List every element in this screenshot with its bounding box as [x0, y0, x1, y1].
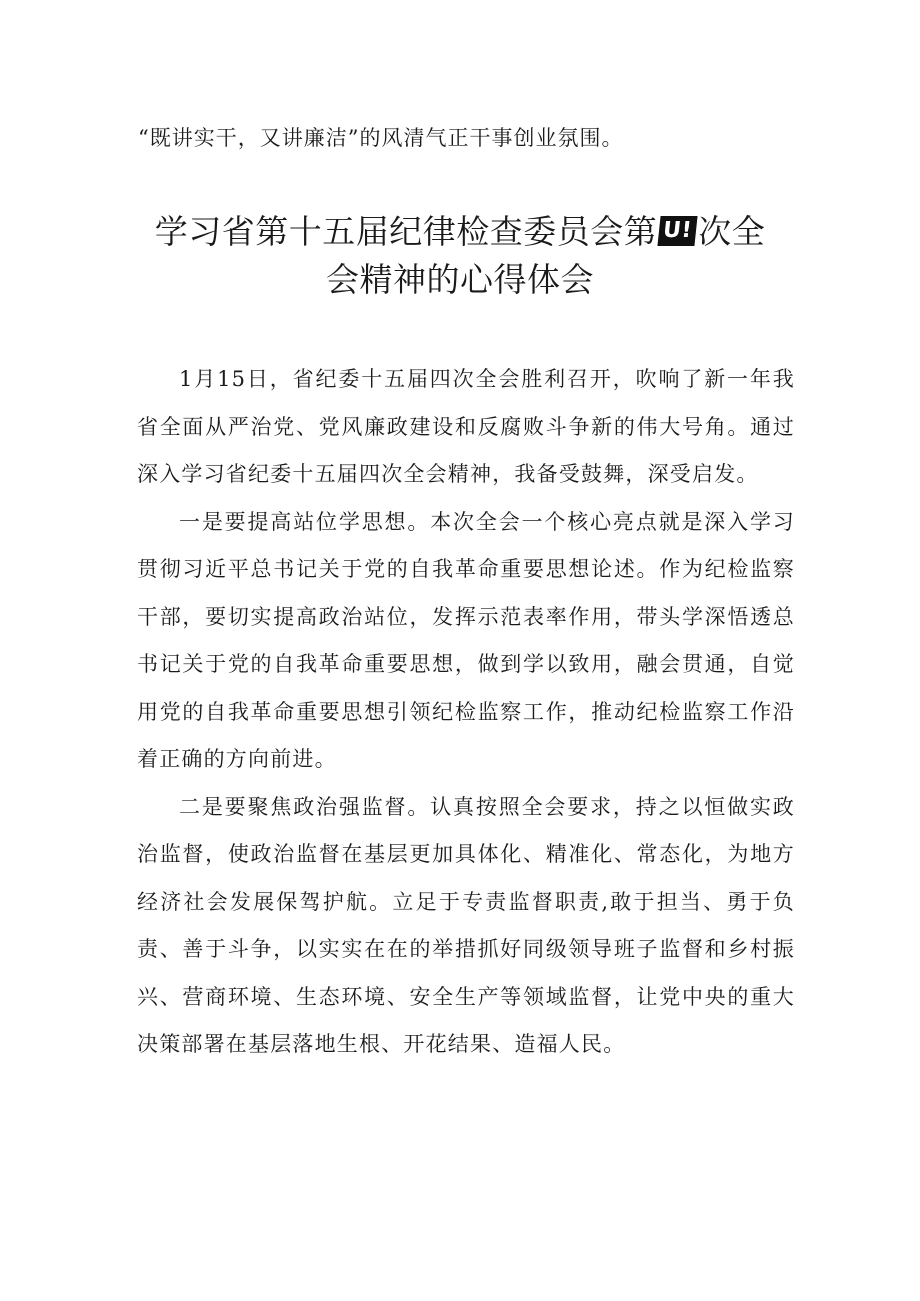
title-glitch-mark: U! — [658, 216, 698, 246]
lead-line: “既讲实干，又讲廉洁”的风清气正干事创业氛围。 — [138, 126, 624, 150]
paragraph: 1月15日，省纪委十五届四次全会胜利召开，吹响了新一年我省全面从严治党、党风廉政建设和反腐败斗争新的伟大号角。通过深入学习省纪委十五届四次全会精神，我备受鼓舞，深受启发。 — [137, 367, 795, 486]
document-body — [137, 356, 795, 1069]
document-title — [100, 208, 820, 304]
title-part-3: 会精神的心得体会 — [326, 260, 594, 299]
paragraph: 一是要提高站位学思想。本次全会一个核心亮点就是深入学习贯彻习近平总书记关于党的自我革命重要思想论述。作为纪检监察干部，要切实提高政治站位，发挥示范表率作用，带头学深悟透总书记关于党的自我革命重要思想，做到学以致用，融会贯通，自觉用党的自我革命重要思想引领纪检监察工作，推动纪检监察工作沿着正确的方向前进。 — [137, 509, 795, 771]
title-part-1: 学习省第十五届纪律检查委员会第 — [154, 212, 658, 251]
title-part-2: 次全 — [698, 212, 766, 251]
paragraph: 二是要聚焦政治强监督。认真按照全会要求，持之以恒做实政治监督，使政治监督在基层更加具体化、精准化、常态化，为地方经济社会发展保驾护航。立足于专责监督职责,敢于担当、勇于负责、善于斗争，以实实在在的举措抓好同级领导班子监督和乡村振兴、营商环境、生态环境、安全生产等领域监督，让党中央的重大决策部署在基层落地生根、开花结果、造福人民。 — [137, 794, 795, 1056]
